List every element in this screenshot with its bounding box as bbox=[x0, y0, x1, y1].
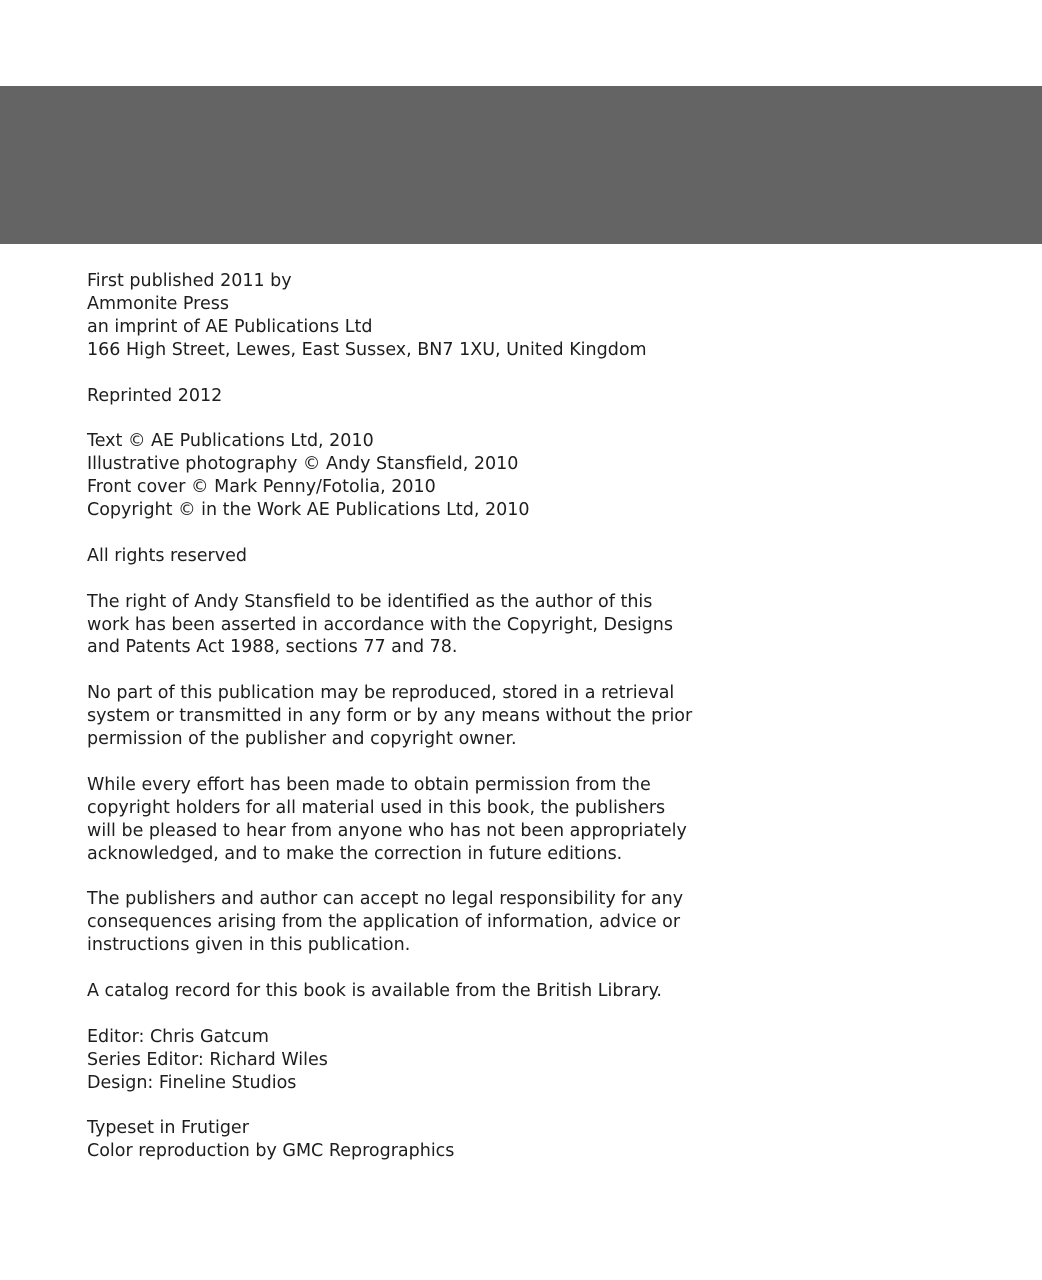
catalog-record bbox=[87, 980, 787, 1003]
text-line: Copyright © in the Work AE Publications Ltd, 2010 bbox=[87, 500, 530, 521]
text-line: work has been asserted in accordance with the Copyright, Designs bbox=[87, 614, 674, 635]
text-line: 166 High Street, Lewes, East Sussex, BN7 1XU, United Kingdom bbox=[87, 339, 647, 360]
text-line: Editor: Chris Gatcum bbox=[87, 1026, 269, 1047]
text-line: Color reproduction by GMC Reprographics bbox=[87, 1141, 455, 1162]
header-band bbox=[0, 86, 1042, 244]
text-line: First published 2011 by bbox=[87, 271, 292, 291]
text-line: copyright holders for all material used in this book, the publishers bbox=[87, 797, 666, 818]
text-line: Typeset in Frutiger bbox=[87, 1118, 249, 1139]
text-line: The right of Andy Stansfield to be identified as the author of this bbox=[87, 591, 653, 612]
text-line: Front cover © Mark Penny/Fotolia, 2010 bbox=[87, 477, 436, 498]
text-line: Series Editor: Richard Wiles bbox=[87, 1049, 328, 1070]
liability-paragraph bbox=[87, 888, 787, 957]
text-line: instructions given in this publication. bbox=[87, 935, 411, 956]
production-credits bbox=[87, 1117, 787, 1163]
text-line: permission of the publisher and copyright owner. bbox=[87, 729, 517, 750]
author-rights-paragraph bbox=[87, 591, 787, 660]
rights-reserved bbox=[87, 545, 787, 568]
text-line: Design: Fineline Studios bbox=[87, 1072, 297, 1093]
copyright-credits bbox=[87, 430, 787, 522]
text-line: Illustrative photography © Andy Stansfield, 2010 bbox=[87, 454, 519, 475]
publisher-block bbox=[87, 270, 787, 362]
editorial-credits bbox=[87, 1026, 787, 1095]
text-line: Ammonite Press bbox=[87, 293, 229, 314]
text-line: The publishers and author can accept no legal responsibility for any bbox=[87, 889, 684, 910]
text-line: consequences arising from the application of information, advice or bbox=[87, 912, 681, 933]
text-line: No part of this publication may be reproduced, stored in a retrieval bbox=[87, 683, 675, 704]
reproduction-paragraph bbox=[87, 682, 787, 751]
text-line: Reprinted 2012 bbox=[87, 385, 223, 406]
reprint-note bbox=[87, 385, 787, 408]
text-line: system or transmitted in any form or by any means without the prior bbox=[87, 706, 693, 727]
text-line: acknowledged, and to make the correction in future editions. bbox=[87, 843, 623, 864]
text-line: All rights reserved bbox=[87, 545, 247, 566]
text-line: an imprint of AE Publications Ltd bbox=[87, 316, 373, 337]
text-line: While every effort has been made to obtain permission from the bbox=[87, 774, 651, 795]
text-line: and Patents Act 1988, sections 77 and 78. bbox=[87, 637, 458, 658]
imprint-page-text bbox=[87, 270, 787, 1186]
text-line: will be pleased to hear from anyone who has not been appropriately bbox=[87, 820, 687, 841]
permissions-paragraph bbox=[87, 774, 787, 866]
text-line: A catalog record for this book is available from the British Library. bbox=[87, 980, 662, 1001]
text-line: Text © AE Publications Ltd, 2010 bbox=[87, 431, 374, 452]
